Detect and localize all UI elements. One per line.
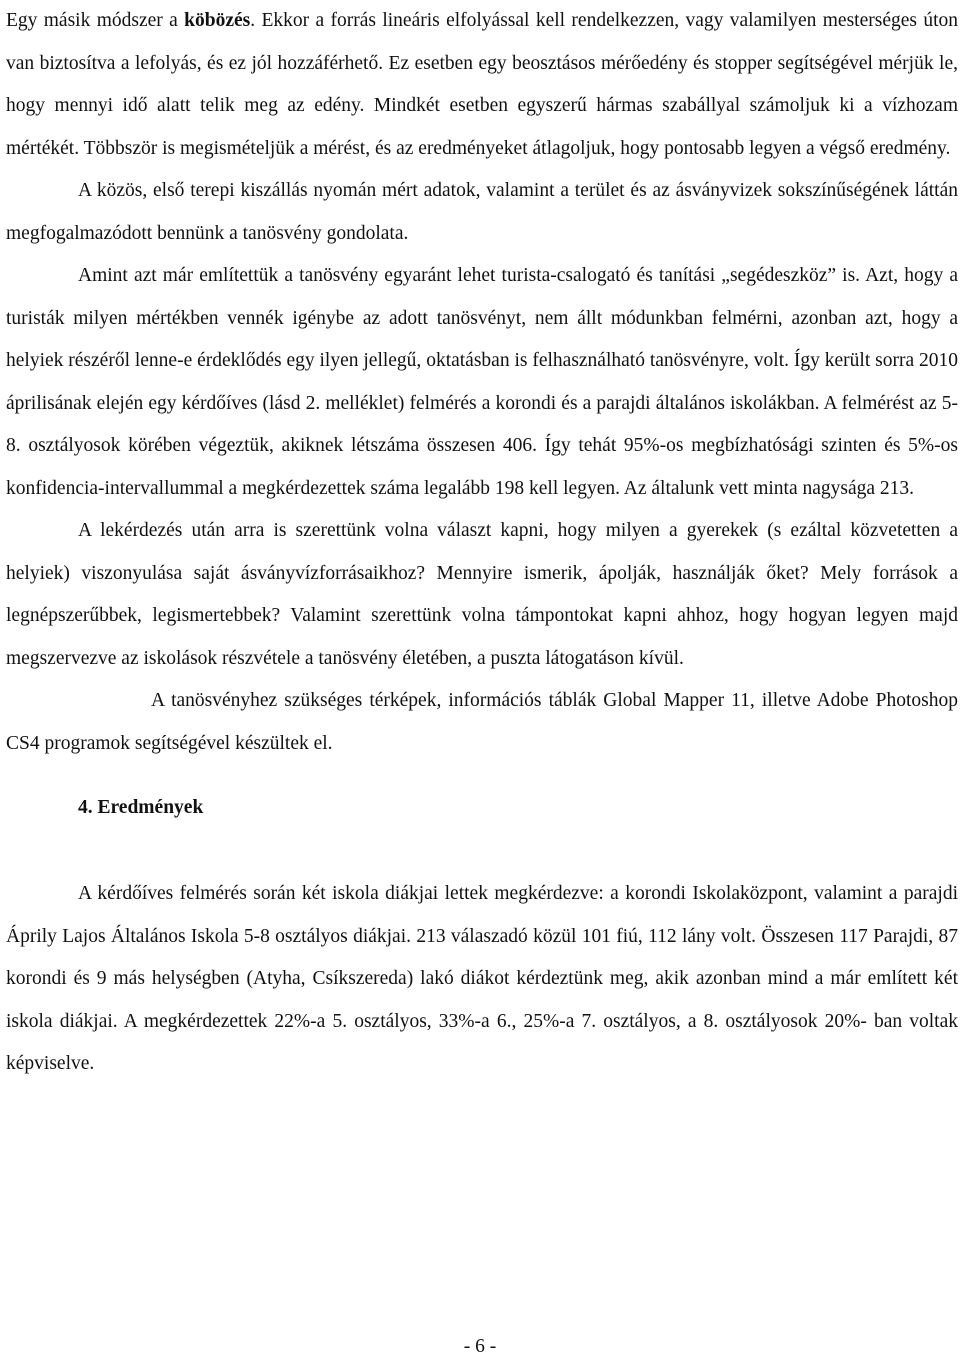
section-heading: 4. Eredmények — [78, 797, 204, 818]
paragraph-questions: A lekérdezés után arra is szerettünk volna választ kapni, hogy milyen a gyerekek (s ezáltal közvetetten a helyiek) viszonyulása saját ásványvízforrásaikhoz? Mennyire ismerik, ápolják, használják őket? Mely források a legnépszerűbbek, legismertebbek? Valamint szerettünk volna támpontokat kapni ahhoz, hogy hogyan legyen majd megszervezve az iskolások részvétele a tanösvény életében, a puszta látogatáson kívül. — [6, 520, 958, 669]
page-number: - 6 - — [463, 1336, 497, 1357]
paragraph-kobozes-lead: Egy másik módszer a — [6, 10, 185, 31]
paragraph-kobozes — [6, 0, 958, 170]
document-page — [6, 0, 958, 1086]
paragraph-results: A kérdőíves felmérés során két iskola diákjai lettek megkérdezve: a korondi Iskolaközpont, valamint a parajdi Áprily Lajos Általános Iskola 5-8 osztályos diákjai. 213 válaszadó közül 101 fiú, 112 lány volt. Összesen 117 Parajdi, 87 korondi és 9 más helységben (Atyha, Csíkszereda) lakó diákot kérdeztünk meg, akik azonban mind a már említett két iskola diákjai. A megkérdezettek 22%-a 5. osztályos, 33%-a 6., 25%-a 7. osztályos, a 8. osztályosok 20%- ban voltak képviselve. — [6, 883, 958, 1074]
paragraph-survey: Amint azt már említettük a tanösvény egyaránt lehet turista-csalogató és tanítási „segédeszköz” is. Azt, hogy a turisták milyen mértékben vennék igénybe az adott tanösvényt, nem állt módunkban felmérni, azonban azt, hogy a helyiek részéről lenne-e érdeklődés egy ilyen jellegű, oktatásban is felhasználható tanösvényre, volt. Így került sorra 2010 áprilisának elején egy kérdőíves (lásd 2. melléklet) felmérés a korondi és a parajdi általános iskolákban. A felmérést az 5-8. osztályosok körében végeztük, akiknek létszáma összesen 406. Így tehát 95%-os megbízhatósági szinten és 5%-os konfidencia-intervallummal a megkérdezettek száma legalább 198 kell legyen. Az általunk vett minta nagysága 213. — [6, 265, 958, 499]
term-kobozes: köbözés — [184, 10, 251, 31]
section-gap — [6, 829, 958, 873]
paragraph-field-trip: A közös, első terepi kiszállás nyomán mért adatok, valamint a terület és az ásványvizek sokszínűségének láttán megfogalmazódott bennünk a tanösvény gondolata. — [6, 180, 958, 244]
paragraph-software: A tanösvényhez szükséges térképek, információs táblák Global Mapper 11, illetve Adobe Photoshop CS4 programok segítségével készültek el. — [6, 690, 958, 754]
paragraph-kobozes-rest: . Ekkor a forrás lineáris elfolyással kell rendelkezzen, vagy valamilyen mesterséges úton van biztosítva a lefolyás, és ez jól hozzáférhető. Ez esetben egy beosztásos mérőedény és stopper segítségével mérjük le, hogy mennyi idő alatt telik meg az edény. Mindkét esetben egyszerű hármas szabállyal számoljuk ki a vízhozam mértékét. Többször is megismételjük a mérést, és az eredményeket átlagoljuk, hogy pontosabb legyen a végső eredmény. — [6, 10, 958, 159]
